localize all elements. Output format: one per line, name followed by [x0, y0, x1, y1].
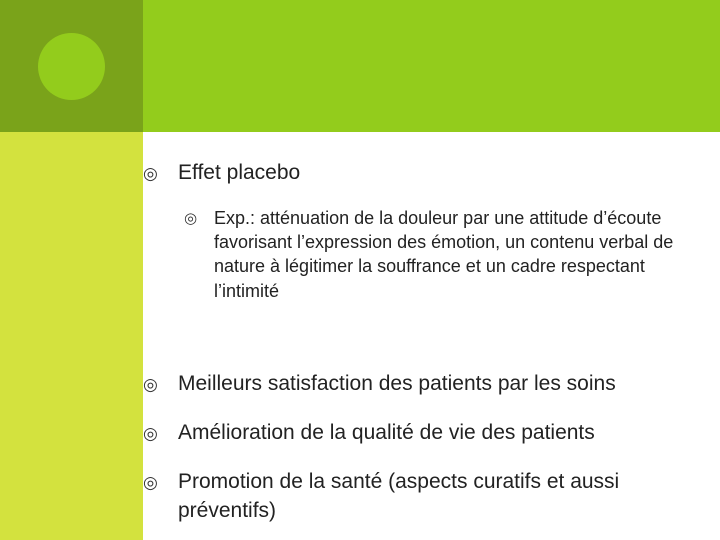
bullet-icon: ◎ — [143, 473, 158, 492]
header-band — [143, 0, 720, 132]
bullet-icon: ◎ — [143, 375, 158, 394]
decorative-circle — [38, 33, 105, 100]
bullet-icon: ◎ — [143, 424, 158, 443]
sub-list-item-example: Exp.: atténuation de la douleur par une attitude d’écoute favorisant l’expression des émotion, un contenu verbal de nature à légitimer la souffrance et un cadre respectant l’intimité — [214, 208, 674, 301]
list-item-satisfaction: Meilleurs satisfaction des patients par les soins — [178, 372, 616, 395]
bullet-icon: ◎ — [143, 164, 158, 183]
left-sidebar — [0, 132, 143, 540]
list-item-effet-placebo: Effet placebo — [178, 161, 301, 184]
sub-bullet-icon: ◎ — [184, 210, 198, 227]
list-item-qualite-de-vie: Amélioration de la qualité de vie des patients — [178, 421, 595, 444]
list-item-promotion-sante: Promotion de la santé (aspects curatifs et aussi préventifs) — [178, 470, 620, 522]
